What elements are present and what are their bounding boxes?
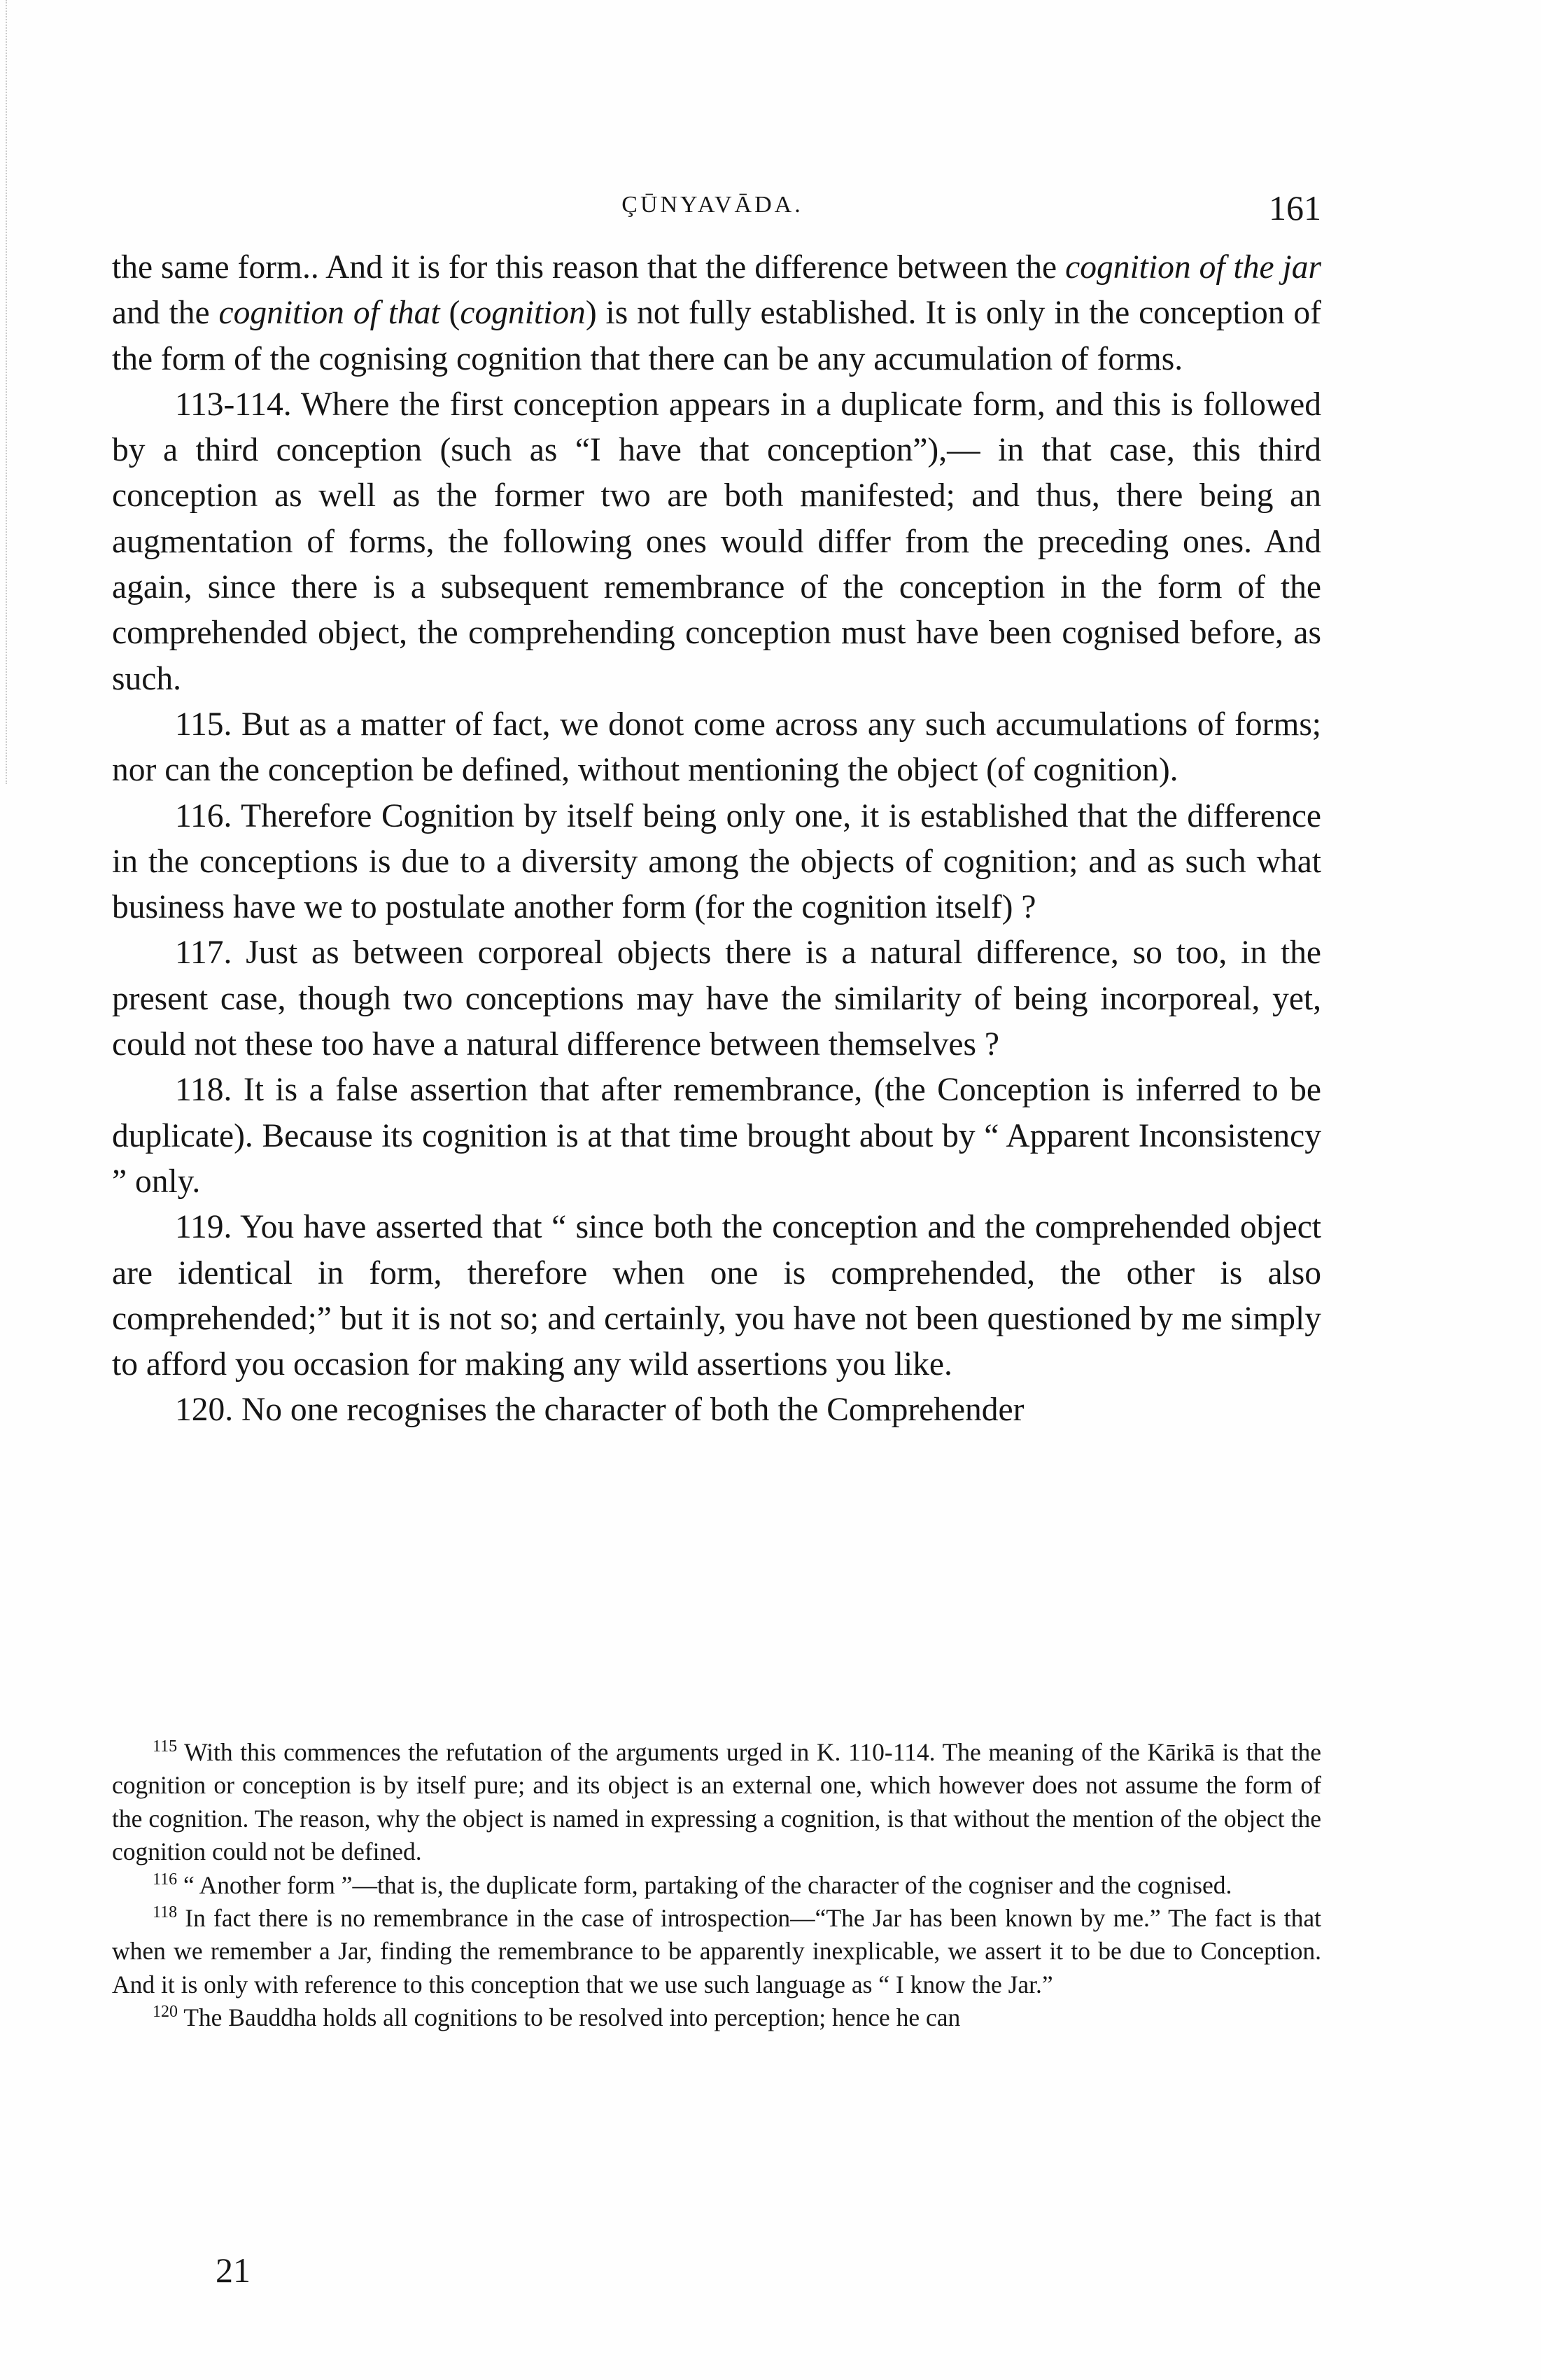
footnote-116 xyxy=(112,1869,1321,1902)
verse-number: 117. xyxy=(175,934,232,972)
footnote-marker: 115 xyxy=(153,1737,178,1756)
footnote-text: “ Another form ”—that is, the duplicate form, partaking of the character of the cogniser and the cognised. xyxy=(177,1870,1232,1899)
verse-number: 116. xyxy=(175,797,232,834)
footnote-115 xyxy=(112,1736,1321,1869)
verse-number: 120. xyxy=(175,1392,234,1429)
verse-number: 115. xyxy=(175,706,232,743)
running-header xyxy=(104,188,1321,237)
paragraph-text: It is a false assertion that after remembrance, (the Conception is inferred to be duplicate). Because its cognition is at that time brought about by “ Apparent Inconsistency ” only. xyxy=(112,1072,1321,1200)
footnote-text: In fact there is no remembrance in the case of introspection—“The Jar has been known by me.” The fact is that when we remember a Jar, finding the remembrance to be apparently inexplicable, we assert it to be due to Conception. And it is only with reference to this conception that we use such language as “ I know the Jar.” xyxy=(112,1904,1321,1998)
footnote-marker: 118 xyxy=(153,1903,178,1922)
text-run: and the xyxy=(112,295,219,332)
verse-number: 119. xyxy=(175,1209,232,1246)
running-title: ÇŪNYAVĀDA. xyxy=(621,192,803,218)
scan-edge-marks xyxy=(6,0,9,784)
text-run: ( xyxy=(439,295,460,332)
italic-run: cognition of the jar xyxy=(1065,249,1321,286)
paragraph-text: Therefore Cognition by itself being only one, it is established that the difference in the conceptions is due to a diversity among the objects of cognition; and as such what business have we to postulate another form (for the cognition itself) ? xyxy=(112,797,1321,926)
footnote-120 xyxy=(112,2001,1321,2034)
footnote-marker: 120 xyxy=(153,2003,178,2022)
verse-number: 113-114. xyxy=(175,386,292,423)
paragraph-118 xyxy=(112,1068,1321,1205)
text-run: ) is not fully established. It is only in the conception of the form of the cognising cognition that there can be any accumulation of forms. xyxy=(112,295,1321,377)
italic-run: cognition of that xyxy=(218,295,440,332)
paragraph-text: No one recognises the character of both the Comprehender xyxy=(233,1392,1025,1429)
paragraph-text: Where the first conception appears in a duplicate form, and this is followed by a third conception (such as “I have that conception”),— in that case, this third conception as well as the former two are both manifested; and thus, there being an augmentation of forms, the following ones would differ from the preceding ones. And again, since there is a subsequent remembrance of the conception in the form of the comprehended object, the comprehending conception must have been cognised before, as such. xyxy=(112,386,1321,697)
paragraph-text: But as a matter of fact, we donot come across any such accumulations of forms; nor can the conception be defined, without mentioning the object (of cognition). xyxy=(112,706,1321,789)
footnotes xyxy=(112,1736,1321,2035)
main-text xyxy=(112,245,1321,1434)
paragraph-113-114 xyxy=(112,382,1321,702)
verse-number: 118. xyxy=(175,1072,232,1109)
page-number: 161 xyxy=(1269,188,1321,227)
italic-run: cognition xyxy=(460,295,586,332)
paragraph-117 xyxy=(112,930,1321,1068)
footnote-marker: 116 xyxy=(153,1870,178,1889)
paragraph-115 xyxy=(112,702,1321,794)
footnote-text: The Bauddha holds all cognitions to be resolved into perception; hence he can xyxy=(178,2003,961,2032)
footnote-118 xyxy=(112,1902,1321,2001)
paragraph-119 xyxy=(112,1205,1321,1387)
paragraph-120 xyxy=(112,1387,1321,1433)
paragraph-116 xyxy=(112,794,1321,931)
signature-mark: 21 xyxy=(216,2250,251,2290)
paragraph-text: You have asserted that “ since both the conception and the comprehended object are identical in form, therefore when one is comprehended, the other is also comprehended;” but it is not so; and certainly, you have not been questioned by me simply to afford you occasion for making any wild assertions you like. xyxy=(112,1209,1321,1383)
paragraph-continued xyxy=(112,245,1321,382)
paragraph-text: Just as between corporeal objects there is a natural difference, so too, in the present case, though two conceptions may have the similarity of being incorporeal, yet, could not these too have a natural difference between themselves ? xyxy=(112,934,1321,1063)
text-run: the same form.. And it is for this reason that the difference between the xyxy=(112,249,1066,286)
footnote-text: With this commences the refutation of the arguments urged in K. 110-114. The meaning of the Kārikā is that the cognition or conception is by itself pure; and its object is an external one, which however does not assume the form of the cognition. The reason, why the object is named in expressing a cognition, is that without the mention of the object the cognition could not be defined. xyxy=(112,1738,1321,1866)
